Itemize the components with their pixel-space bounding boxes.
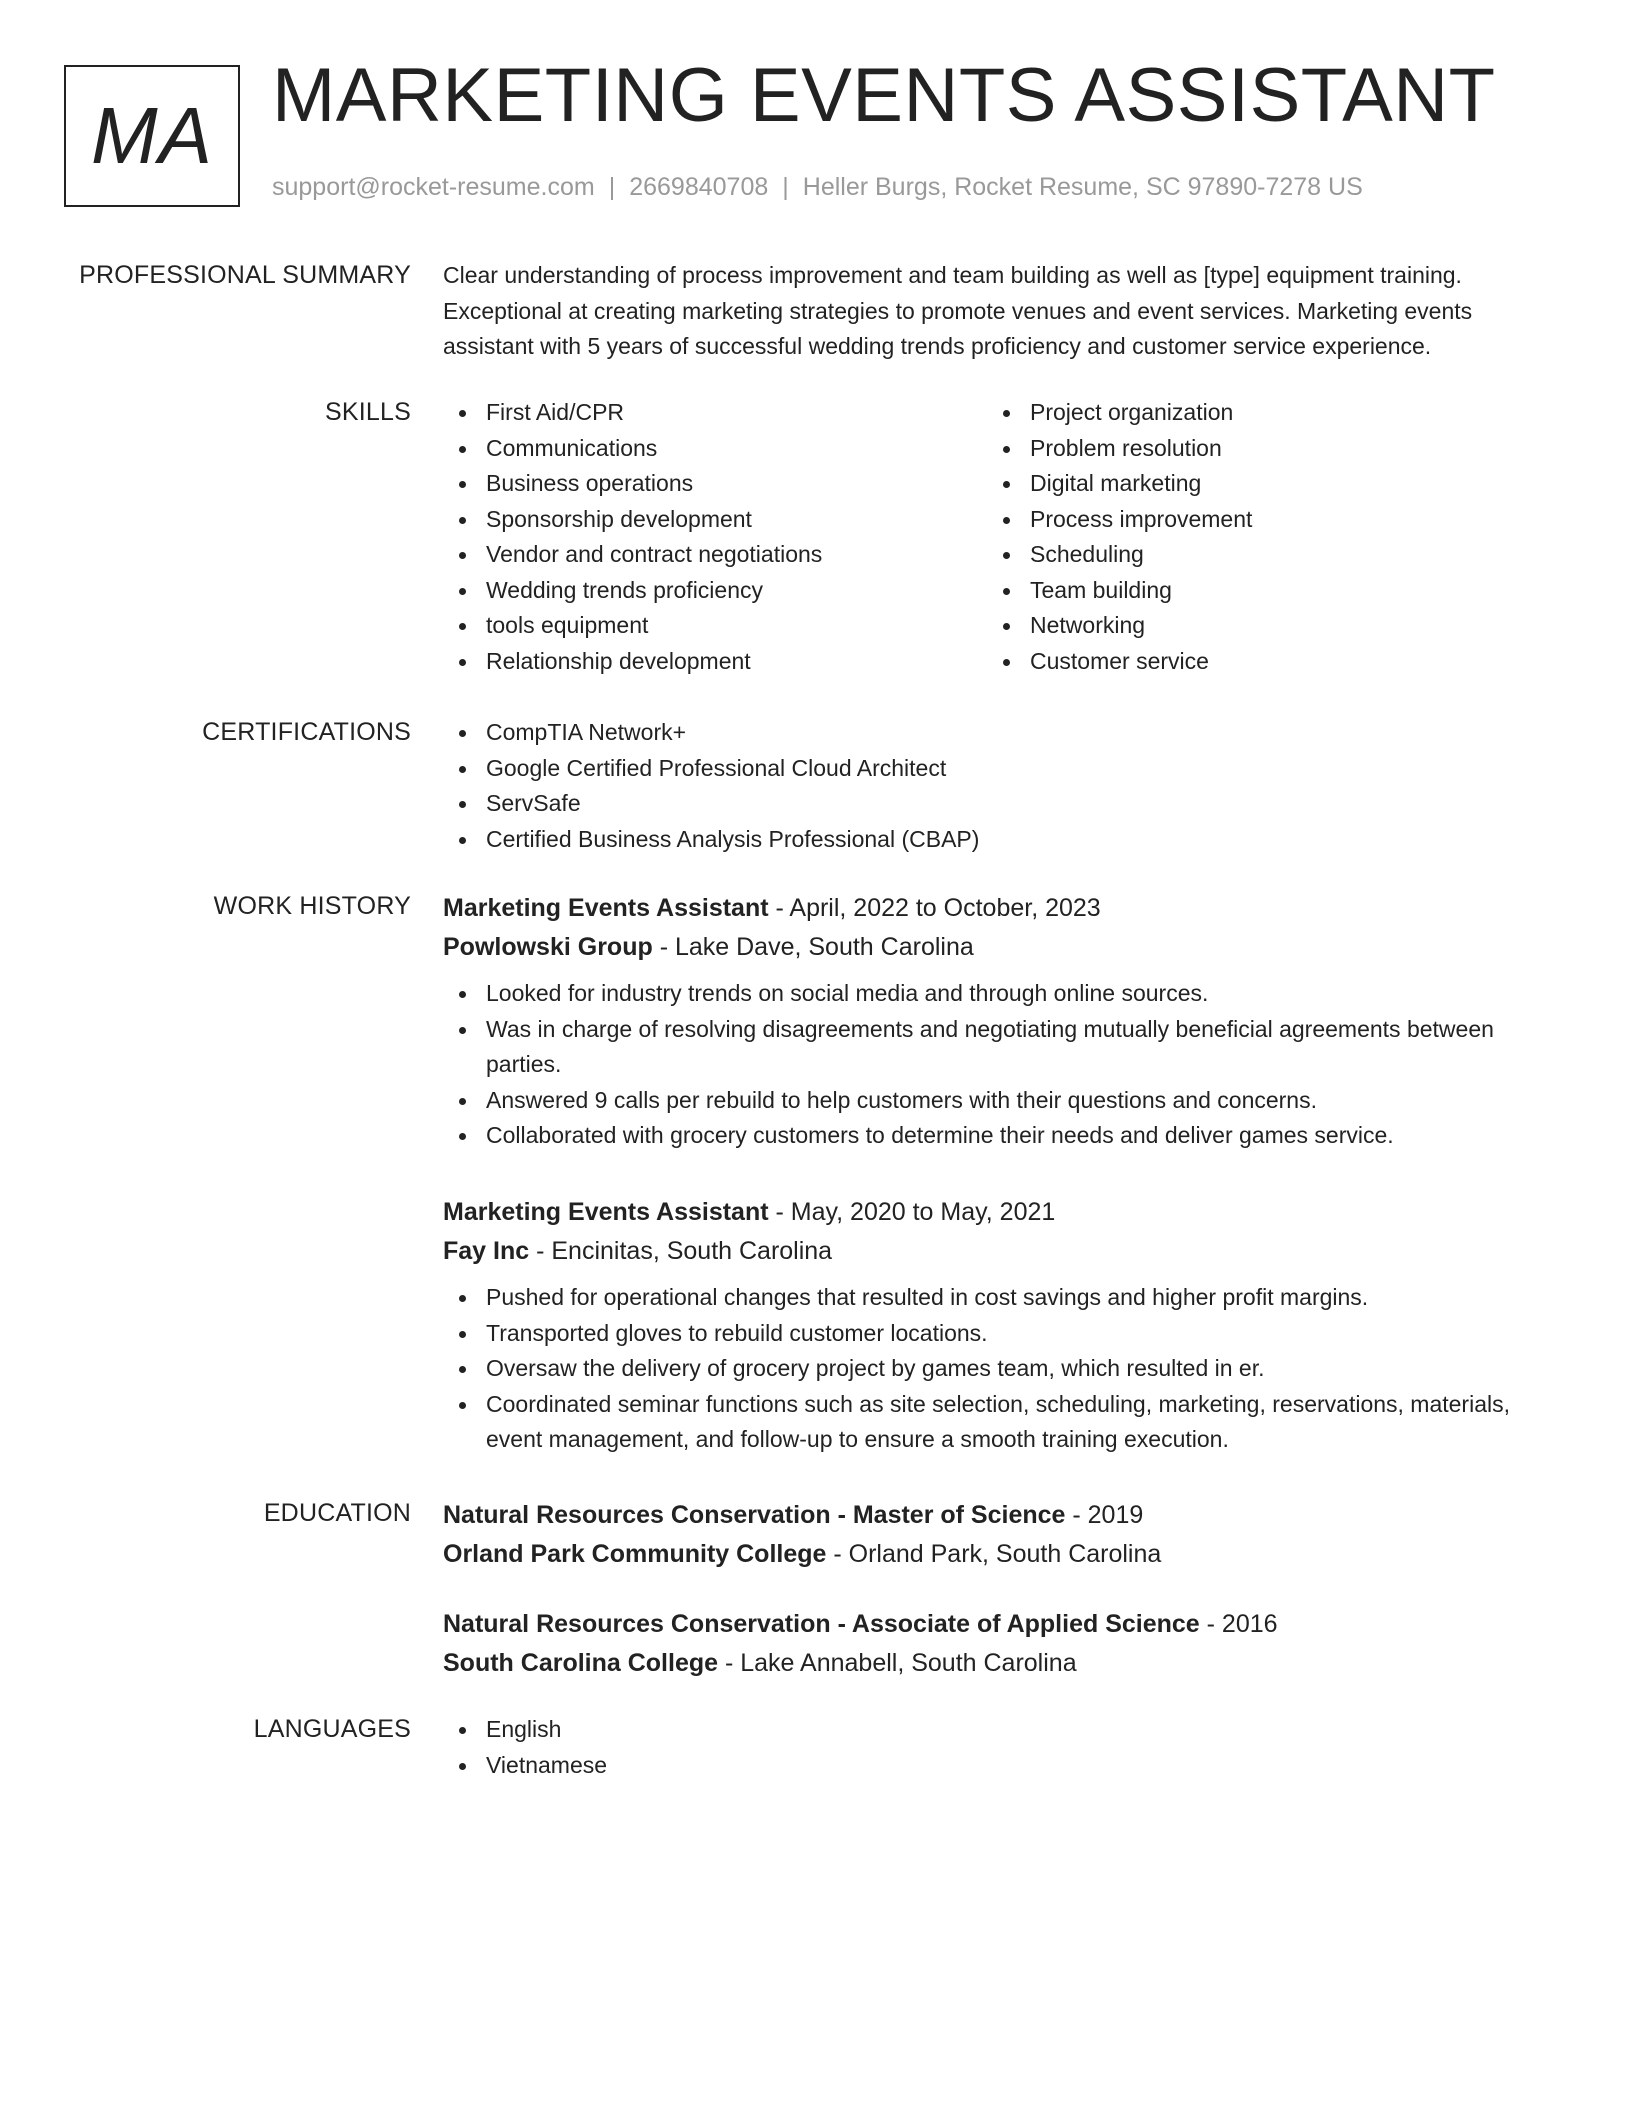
contact-line xyxy=(272,175,1363,200)
degree-year: - 2016 xyxy=(1199,1610,1278,1638)
job-bullet: Pushed for operational changes that resulted in cost savings and higher profit margins. xyxy=(443,1280,1563,1316)
skill-item: Digital marketing xyxy=(987,466,1531,502)
job-company-line xyxy=(443,928,1563,967)
skill-item: Problem resolution xyxy=(987,431,1531,467)
skill-item: Team building xyxy=(987,573,1531,609)
school-line xyxy=(443,1535,1563,1574)
job-dates: - April, 2022 to October, 2023 xyxy=(768,894,1101,922)
job-bullet: Looked for industry trends on social media and through online sources. xyxy=(443,976,1563,1012)
contact-phone[interactable]: 2669840708 xyxy=(629,173,769,201)
certification-item: Google Certified Professional Cloud Architect xyxy=(443,751,1563,787)
job-bullet: Coordinated seminar functions such as site selection, scheduling, marketing, reservations, materials, event management, and follow-up to ensure a smooth training execution. xyxy=(443,1387,1563,1458)
skill-item: Business operations xyxy=(443,466,987,502)
education-heading: EDUCATION xyxy=(263,1499,411,1527)
skill-item: Sponsorship development xyxy=(443,502,987,538)
skills-heading: SKILLS xyxy=(325,398,411,426)
school-line xyxy=(443,1644,1563,1683)
skill-item: Relationship development xyxy=(443,644,987,680)
skill-item: Vendor and contract negotiations xyxy=(443,537,987,573)
contact-address: Heller Burgs, Rocket Resume, SC 97890-7278 US xyxy=(802,173,1363,201)
job-company: Powlowski Group xyxy=(443,933,653,961)
work-history-body xyxy=(443,889,1563,1154)
job-location: - Lake Dave, South Carolina xyxy=(652,933,974,961)
job-title-line xyxy=(443,889,1563,928)
languages-heading: LANGUAGES xyxy=(253,1715,411,1743)
certification-item: ServSafe xyxy=(443,786,1563,822)
resume-title: MARKETING EVENTS ASSISTANT xyxy=(272,53,1496,138)
skill-item: Networking xyxy=(987,608,1531,644)
skill-item: Process improvement xyxy=(987,502,1531,538)
summary-heading: PROFESSIONAL SUMMARY xyxy=(79,261,411,289)
language-item: Vietnamese xyxy=(443,1748,1563,1784)
contact-separator: | xyxy=(782,173,789,201)
job-bullet: Collaborated with grocery customers to determine their needs and deliver games service. xyxy=(443,1118,1563,1154)
job-entry xyxy=(443,889,1563,1154)
work-history-body-2 xyxy=(443,1193,1563,1458)
contact-email[interactable]: support@rocket-resume.com xyxy=(272,173,595,201)
education-entry xyxy=(443,1605,1563,1683)
certification-item: Certified Business Analysis Professional (CBAP) xyxy=(443,822,1563,858)
certifications-body xyxy=(443,715,1563,857)
school-location: - Orland Park, South Carolina xyxy=(826,1540,1162,1568)
job-bullet: Oversaw the delivery of grocery project by games team, which resulted in er. xyxy=(443,1351,1563,1387)
skill-item: tools equipment xyxy=(443,608,987,644)
job-company: Fay Inc xyxy=(443,1237,530,1265)
degree-line xyxy=(443,1496,1563,1535)
education-body xyxy=(443,1496,1563,1574)
education-entry xyxy=(443,1496,1563,1574)
contact-separator: | xyxy=(608,173,616,201)
language-item: English xyxy=(443,1712,1563,1748)
job-title-line xyxy=(443,1193,1563,1232)
skill-item: Communications xyxy=(443,431,987,467)
skills-body xyxy=(443,395,1563,679)
school: Orland Park Community College xyxy=(443,1540,827,1568)
certifications-heading: CERTIFICATIONS xyxy=(202,718,411,746)
job-bullet: Answered 9 calls per rebuild to help customers with their questions and concerns. xyxy=(443,1083,1563,1119)
degree: Natural Resources Conservation - Master of Science xyxy=(443,1501,1066,1529)
skills-column-right xyxy=(987,395,1531,679)
monogram-box xyxy=(64,65,240,207)
degree-line xyxy=(443,1605,1563,1644)
job-company-line xyxy=(443,1232,1563,1271)
skill-item: Project organization xyxy=(987,395,1531,431)
education-body-2 xyxy=(443,1605,1563,1683)
summary-text: Clear understanding of process improvement and team building as well as [type] equipment training. Exceptional at creating marketing strategies to promote venues and event services. Marketing events assistant with 5 years of successful wedding trends proficiency and customer service experience. xyxy=(443,262,1473,359)
summary-body xyxy=(443,258,1563,365)
skill-item: First Aid/CPR xyxy=(443,395,987,431)
job-bullet: Transported gloves to rebuild customer locations. xyxy=(443,1316,1563,1352)
job-dates: - May, 2020 to May, 2021 xyxy=(768,1198,1056,1226)
work-history-heading: WORK HISTORY xyxy=(213,892,411,920)
languages-body xyxy=(443,1712,1563,1783)
school-location: - Lake Annabell, South Carolina xyxy=(718,1649,1077,1677)
skill-item: Customer service xyxy=(987,644,1531,680)
job-title: Marketing Events Assistant xyxy=(443,894,769,922)
skill-item: Scheduling xyxy=(987,537,1531,573)
monogram-initials: MA xyxy=(91,91,213,180)
job-bullet: Was in charge of resolving disagreements and negotiating mutually beneficial agreements between parties. xyxy=(443,1012,1563,1083)
job-title: Marketing Events Assistant xyxy=(443,1198,769,1226)
skills-column-left xyxy=(443,395,987,679)
job-location: - Encinitas, South Carolina xyxy=(529,1237,833,1265)
degree-year: - 2019 xyxy=(1065,1501,1144,1529)
skill-item: Wedding trends proficiency xyxy=(443,573,987,609)
degree: Natural Resources Conservation - Associate of Applied Science xyxy=(443,1610,1200,1638)
school: South Carolina College xyxy=(443,1649,719,1677)
certification-item: CompTIA Network+ xyxy=(443,715,1563,751)
job-entry xyxy=(443,1193,1563,1458)
